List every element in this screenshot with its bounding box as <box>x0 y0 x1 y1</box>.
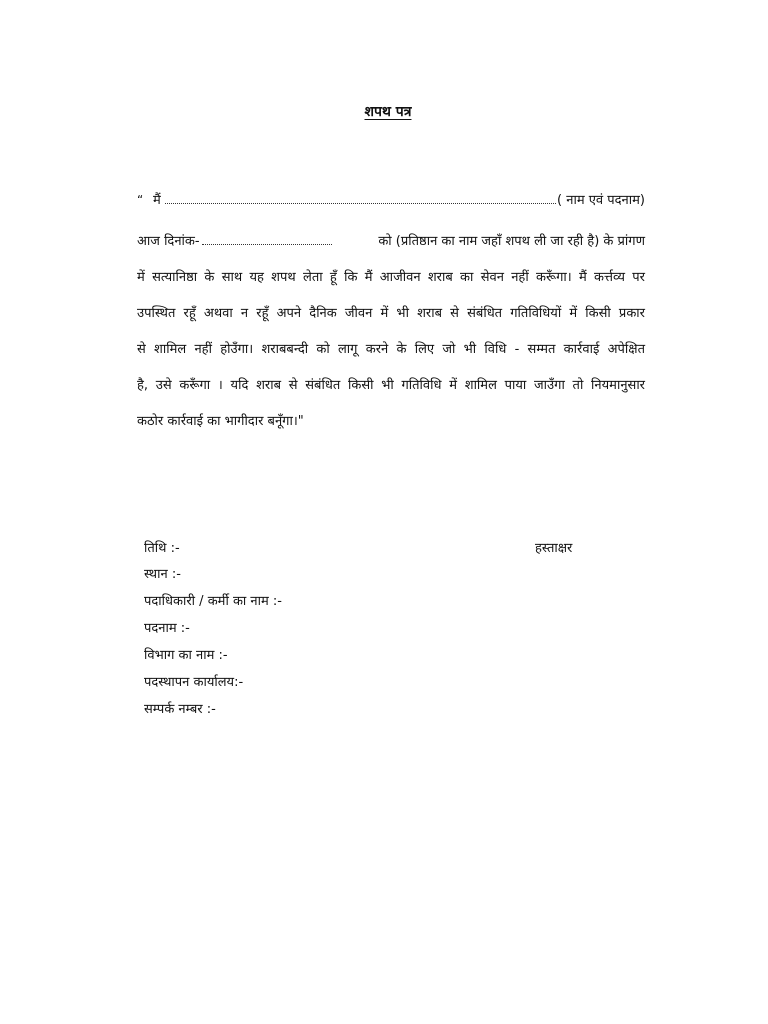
oath-body-line: से शामिल नहीं होउँगा। शराबबन्दी को लागू करने के लिए जो भी विधि - सम्मत कार्रवाई अपेक्षित <box>137 342 645 357</box>
date-blank-line <box>202 232 332 245</box>
oath-body-line: उपस्थित रहूँ अथवा न रहूँ अपने दैनिक जीवन में भी शराब से संबंधित गतिविधियों में किसी प्रकार <box>137 306 645 321</box>
oath-date-line <box>137 232 645 252</box>
opening-quote: “ <box>137 193 144 207</box>
designation-field-label: पदनाम :- <box>144 621 190 636</box>
oath-name-line <box>137 190 645 211</box>
posting-office-field-label: पदस्थापन कार्यालय:- <box>144 675 244 690</box>
date-field-label: तिथि :- <box>144 541 180 556</box>
date-suffix: को (प्रतिष्ठान का नाम जहाँ शपथ ली जा रही है) के प्रांगण <box>378 234 645 249</box>
department-field-label: विभाग का नाम :- <box>144 648 228 663</box>
oath-body-line: में सत्यानिष्ठा के साथ यह शपथ लेता हूँ कि मैं आजीवन शराब का सेवन नहीं करूँगा। मैं कर्त्तव्य पर <box>137 270 645 285</box>
date-prefix: आज दिनांक- <box>137 234 200 249</box>
name-blank-line <box>165 191 556 204</box>
oath-body-line: कठोर कार्रवाई का भागीदार बनूँगा।" <box>137 414 304 429</box>
place-field-label: स्थान :- <box>144 567 181 582</box>
contact-number-field-label: सम्पर्क नम्बर :- <box>144 702 216 717</box>
oath-suffix: ( नाम एवं पदनाम) <box>557 193 645 208</box>
oath-body-line: है, उसे करूँगा । यदि शराब से संबंधित किसी भी गतिविधि में शामिल पाया जाउँगा तो नियमानुसार <box>137 378 645 393</box>
oath-prefix: मैं <box>153 193 161 208</box>
document-title: शपथ पत्र <box>364 104 412 120</box>
signature-label: हस्ताक्षर <box>535 541 573 556</box>
officer-name-field-label: पदाधिकारी / कर्मी का नाम :- <box>144 594 282 609</box>
